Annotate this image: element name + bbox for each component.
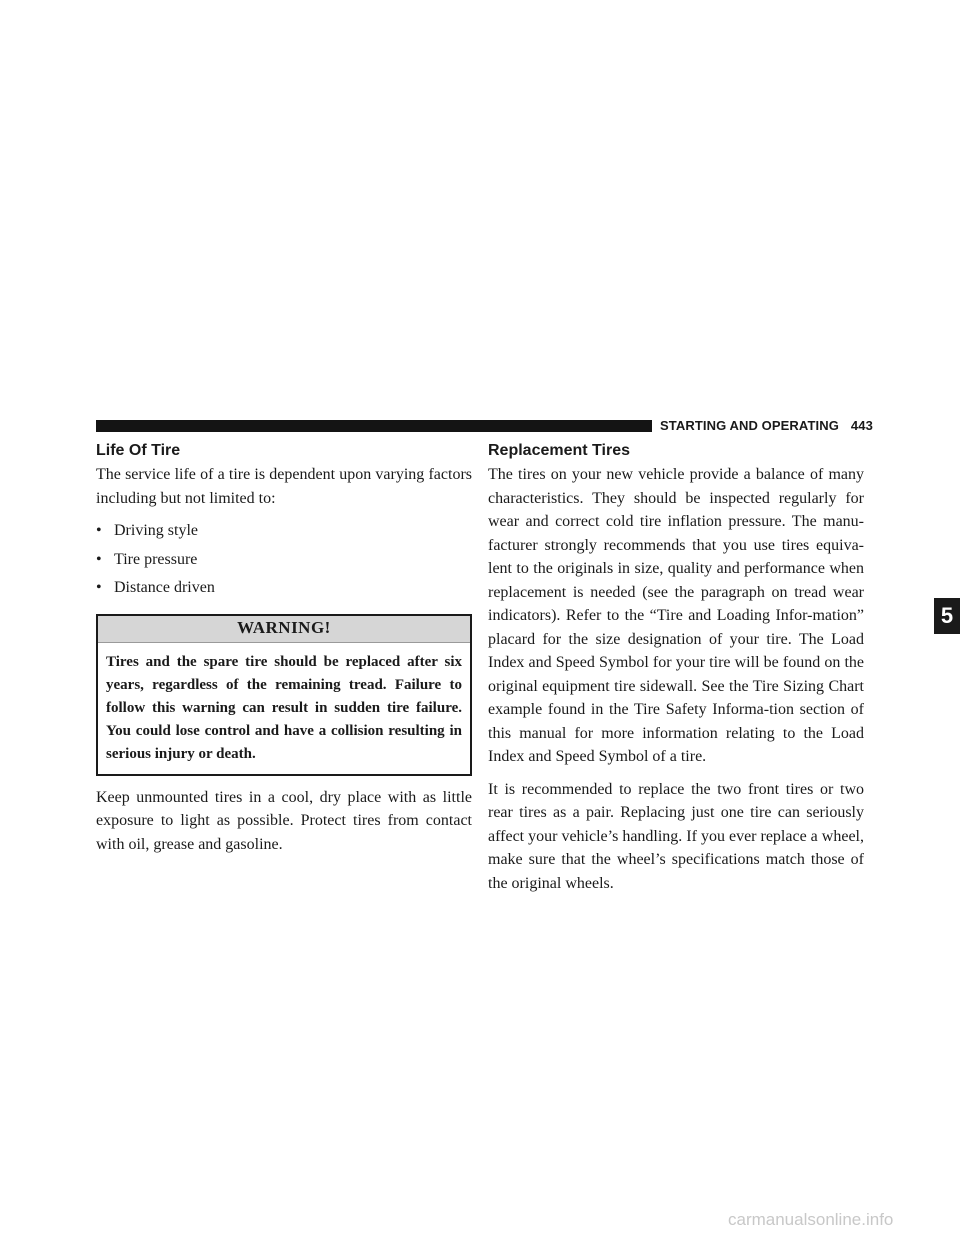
list-item	[96, 576, 472, 600]
section-title: STARTING AND OPERATING	[660, 418, 839, 433]
list-item-text: Distance driven	[114, 579, 215, 596]
warning-box	[96, 614, 472, 776]
page-number: 443	[850, 418, 873, 433]
chapter-tab: 5	[934, 598, 960, 634]
watermark: carmanualsonline.info	[728, 1210, 894, 1229]
left-column	[96, 440, 472, 856]
bullet-icon: •	[96, 579, 102, 596]
right-column	[488, 440, 864, 895]
life-of-tire-intro: The service life of a tire is dependent upon varying factors including but not limited to:	[96, 466, 472, 507]
list-item	[96, 519, 472, 543]
life-of-tire-heading: Life Of Tire	[96, 442, 181, 459]
replacement-paragraph-1: The tires on your new vehicle provide a balance of many characteristics. They should be inspected regularly for wear and correct cold tire inflation pressure. The manu-facturer strongly recommends that you use tires equiva-lent to the originals in size, quality and performance when replacement is needed (see the paragraph on tread wear indicators). Refer to the “Tire and Loading Infor-mation” placard for the size designation of your tire. The Load Index and Speed Symbol for your tire will be found on the original equipment tire sidewall. See the Tire Sizing Chart example found in the Tire Safety Informa-tion section of this manual for more information relating to the Load Index and Speed Symbol of a tire.	[488, 466, 864, 765]
factor-list	[96, 519, 472, 600]
list-item-text: Tire pressure	[114, 550, 198, 568]
list-item-text: Driving style	[114, 522, 198, 539]
bullet-icon: •	[96, 522, 102, 539]
warning-title: WARNING!	[98, 616, 470, 643]
replacement-paragraph-2: It is recommended to replace the two front tires or two rear tires as a pair. Replacing just one tire can seriously affect your vehicle’s handling. If you ever replace a wheel, make sure that the wheel’s specifications match those of the original wheels.	[488, 780, 864, 892]
header-rule	[96, 420, 652, 432]
storage-paragraph: Keep unmounted tires in a cool, dry place with as little exposure to light as possible. Protect tires from contact with oil, grease and gasoline.	[96, 788, 472, 853]
bullet-icon: •	[96, 550, 102, 568]
list-item	[96, 548, 472, 572]
warning-body: Tires and the spare tire should be replaced after six years, regardless of the remaining tread. Failure to follow this warning can result in sudden tire failure. You could lose control and have a collision resulting in serious injury or death.	[106, 653, 462, 762]
replacement-tires-heading: Replacement Tires	[488, 442, 630, 459]
running-header	[660, 418, 873, 433]
